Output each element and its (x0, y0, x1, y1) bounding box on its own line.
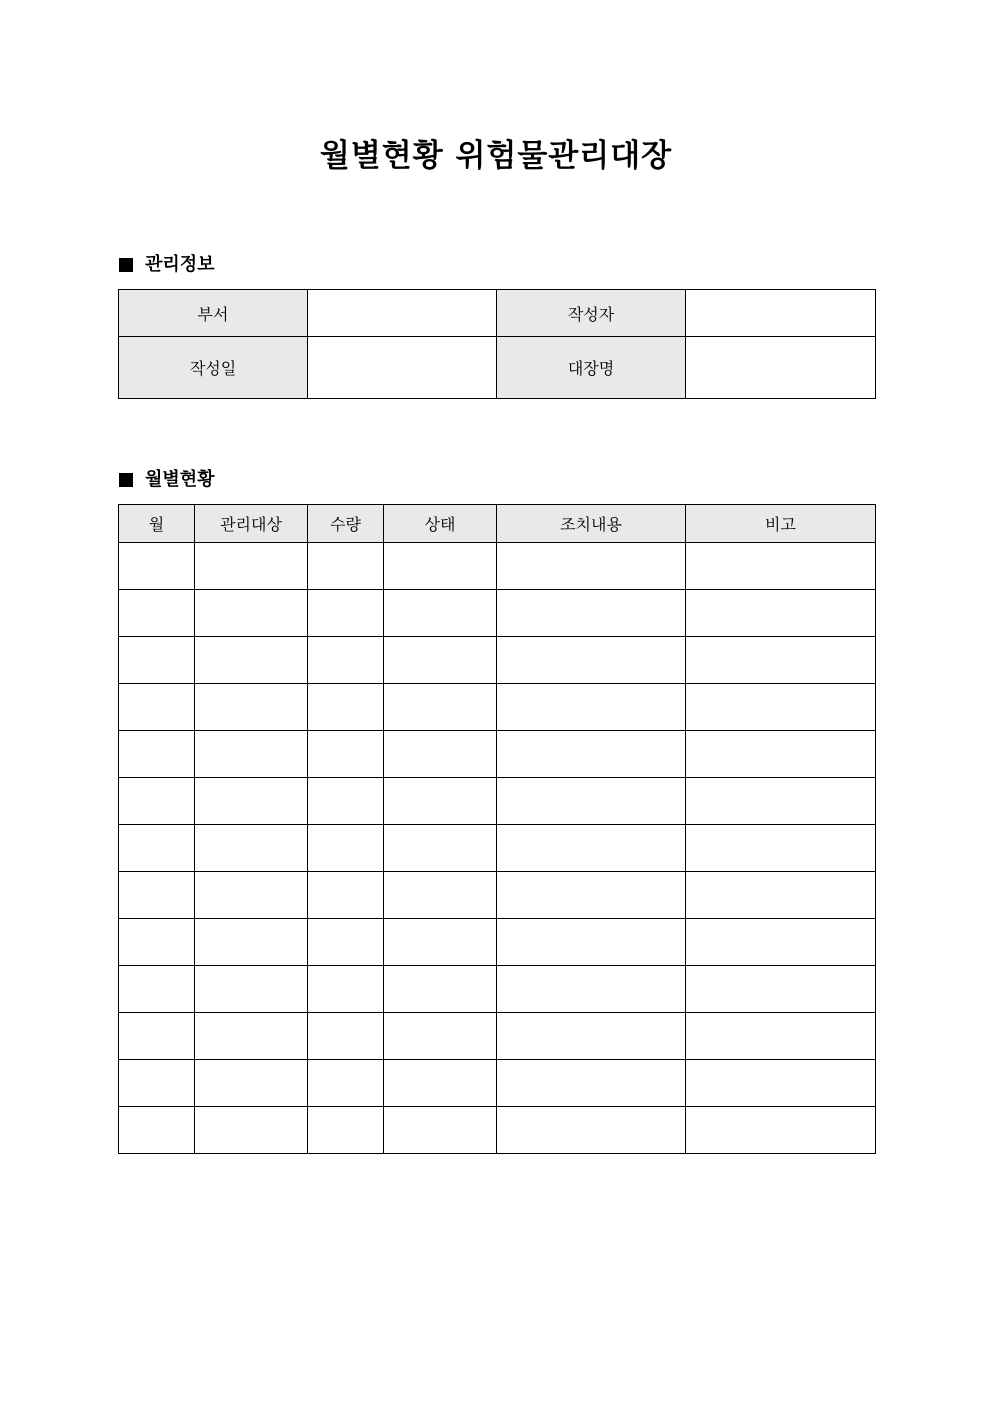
status-cell[interactable] (384, 966, 497, 1013)
section-heading-management-info (119, 253, 215, 277)
column-header-quantity: 수량 (308, 505, 384, 543)
remarks-cell[interactable] (686, 731, 876, 778)
quantity-cell[interactable] (308, 1013, 384, 1060)
remarks-cell[interactable] (686, 778, 876, 825)
table-row (119, 590, 876, 637)
month-cell[interactable] (119, 1107, 195, 1154)
action-cell[interactable] (497, 778, 686, 825)
column-header-action: 조치내용 (497, 505, 686, 543)
action-cell[interactable] (497, 1013, 686, 1060)
remarks-cell[interactable] (686, 1013, 876, 1060)
status-cell[interactable] (384, 1060, 497, 1107)
status-cell[interactable] (384, 919, 497, 966)
remarks-cell[interactable] (686, 966, 876, 1013)
month-cell[interactable] (119, 825, 195, 872)
month-cell[interactable] (119, 684, 195, 731)
status-cell[interactable] (384, 543, 497, 590)
square-bullet-icon (119, 258, 133, 272)
remarks-cell[interactable] (686, 543, 876, 590)
quantity-cell[interactable] (308, 590, 384, 637)
action-cell[interactable] (497, 966, 686, 1013)
remarks-cell[interactable] (686, 1060, 876, 1107)
document-title: 월별현황 위험물관리대장 (319, 138, 673, 174)
month-cell[interactable] (119, 590, 195, 637)
month-cell[interactable] (119, 1060, 195, 1107)
action-cell[interactable] (497, 1107, 686, 1154)
quantity-cell[interactable] (308, 637, 384, 684)
target-cell[interactable] (195, 778, 308, 825)
target-cell[interactable] (195, 1013, 308, 1060)
target-cell[interactable] (195, 590, 308, 637)
target-cell[interactable] (195, 966, 308, 1013)
remarks-cell[interactable] (686, 590, 876, 637)
month-cell[interactable] (119, 731, 195, 778)
table-row (119, 731, 876, 778)
quantity-cell[interactable] (308, 966, 384, 1013)
quantity-cell[interactable] (308, 731, 384, 778)
table-row (119, 1013, 876, 1060)
quantity-cell[interactable] (308, 778, 384, 825)
monthly-table-body (119, 543, 876, 1154)
status-cell[interactable] (384, 731, 497, 778)
status-cell[interactable] (384, 872, 497, 919)
target-cell[interactable] (195, 825, 308, 872)
table-row (119, 825, 876, 872)
status-cell[interactable] (384, 684, 497, 731)
square-bullet-icon (119, 473, 133, 487)
table-row (119, 1060, 876, 1107)
remarks-cell[interactable] (686, 919, 876, 966)
table-row (119, 966, 876, 1013)
info-row (119, 290, 876, 337)
month-cell[interactable] (119, 543, 195, 590)
action-cell[interactable] (497, 590, 686, 637)
remarks-cell[interactable] (686, 684, 876, 731)
action-cell[interactable] (497, 1060, 686, 1107)
action-cell[interactable] (497, 919, 686, 966)
column-header-remarks: 비고 (686, 505, 876, 543)
column-header-status: 상태 (384, 505, 497, 543)
remarks-cell[interactable] (686, 872, 876, 919)
action-cell[interactable] (497, 731, 686, 778)
department-field[interactable] (308, 290, 497, 337)
remarks-cell[interactable] (686, 825, 876, 872)
section-heading-label: 관리정보 (145, 254, 215, 275)
quantity-cell[interactable] (308, 543, 384, 590)
management-info-table (118, 289, 876, 399)
target-cell[interactable] (195, 637, 308, 684)
table-row (119, 778, 876, 825)
month-cell[interactable] (119, 966, 195, 1013)
info-row (119, 337, 876, 399)
remarks-cell[interactable] (686, 1107, 876, 1154)
target-cell[interactable] (195, 1107, 308, 1154)
table-row (119, 637, 876, 684)
ledger-name-field[interactable] (686, 337, 876, 399)
date-field[interactable] (308, 337, 497, 399)
target-cell[interactable] (195, 872, 308, 919)
month-cell[interactable] (119, 1013, 195, 1060)
action-cell[interactable] (497, 637, 686, 684)
section-heading-label: 월별현황 (145, 469, 215, 490)
table-row (119, 543, 876, 590)
quantity-cell[interactable] (308, 919, 384, 966)
action-cell[interactable] (497, 543, 686, 590)
date-label: 작성일 (119, 337, 308, 399)
table-row (119, 1107, 876, 1154)
month-cell[interactable] (119, 872, 195, 919)
author-label: 작성자 (497, 290, 686, 337)
status-cell[interactable] (384, 778, 497, 825)
quantity-cell[interactable] (308, 1107, 384, 1154)
target-cell[interactable] (195, 543, 308, 590)
quantity-cell[interactable] (308, 872, 384, 919)
quantity-cell[interactable] (308, 684, 384, 731)
remarks-cell[interactable] (686, 637, 876, 684)
column-header-month: 월 (119, 505, 195, 543)
action-cell[interactable] (497, 684, 686, 731)
ledger-name-label: 대장명 (497, 337, 686, 399)
action-cell[interactable] (497, 872, 686, 919)
department-label: 부서 (119, 290, 308, 337)
monthly-status-table (118, 504, 876, 1154)
status-cell[interactable] (384, 1013, 497, 1060)
target-cell[interactable] (195, 919, 308, 966)
table-row (119, 872, 876, 919)
table-header-row (119, 505, 876, 543)
status-cell[interactable] (384, 590, 497, 637)
status-cell[interactable] (384, 825, 497, 872)
quantity-cell[interactable] (308, 825, 384, 872)
author-field[interactable] (686, 290, 876, 337)
status-cell[interactable] (384, 1107, 497, 1154)
target-cell[interactable] (195, 1060, 308, 1107)
month-cell[interactable] (119, 778, 195, 825)
target-cell[interactable] (195, 684, 308, 731)
section-heading-monthly-status (119, 468, 215, 492)
month-cell[interactable] (119, 919, 195, 966)
column-header-target: 관리대상 (195, 505, 308, 543)
table-row (119, 919, 876, 966)
month-cell[interactable] (119, 637, 195, 684)
status-cell[interactable] (384, 637, 497, 684)
action-cell[interactable] (497, 825, 686, 872)
target-cell[interactable] (195, 731, 308, 778)
quantity-cell[interactable] (308, 1060, 384, 1107)
table-row (119, 684, 876, 731)
